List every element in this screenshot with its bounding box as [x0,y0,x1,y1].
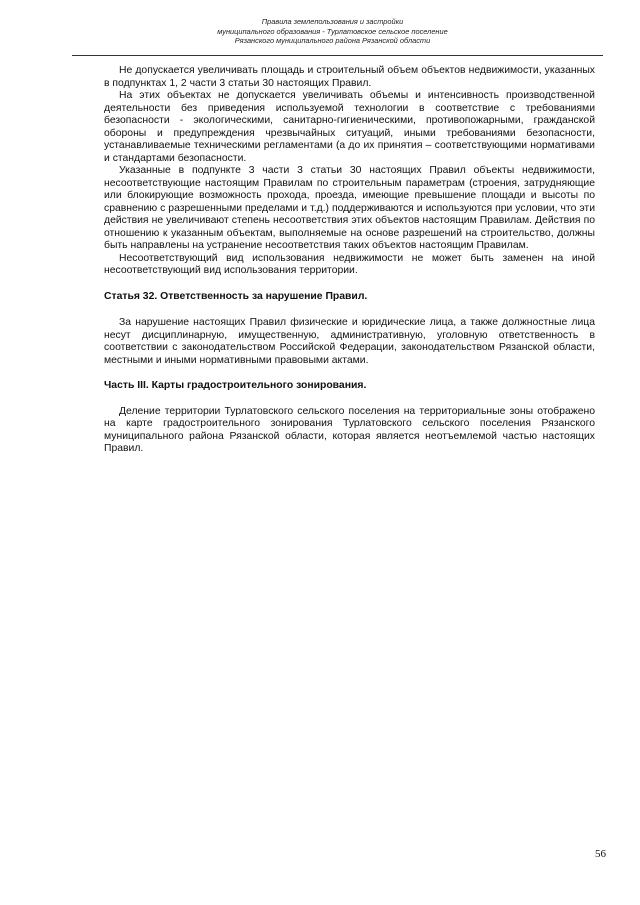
paragraph-2: На этих объектах не допускается увеличивать объемы и интенсивность производственной деятельности без приведения используемой технологии в соответствие с требованиями безопасности - экологическими, санитарно-гигиеническими, противопожарными, гражданской обороны и предупреждения чрезвычайных ситуаций, иными требованиями безопасности, устанавливаемые техническими регламентами (а до их принятия – соответствующими нормативами и стандартами безопасности. [104,90,595,164]
article-32-heading: Статья 32. Ответственность за нарушение Правил. [104,290,368,302]
paragraph-6: Деление территории Турлатовского сельского поселения на территориальные зоны отображено на карте градостроительного зонирования Турлатовского сельского поселения Рязанского муниципального района Рязанской области, которая является неотъемлемой частью настоящих Правил. [104,405,595,454]
paragraph-5: За нарушение настоящих Правил физические и юридические лица, а также должностные лица несут дисциплинарную, имущественную, административную, уголовную ответственность в соответствии с законодательством Российской Федерации, законодательством Рязанской области, местными и иными нормативными правовыми актами. [104,317,595,366]
part-3-heading: Часть III. Карты градостроительного зонирования. [104,380,367,391]
header-divider [72,55,603,56]
page-number: 56 [595,848,606,860]
document-body [104,65,595,456]
page-header [60,17,605,46]
paragraph-4: Несоответствующий вид использования недвижимости не может быть заменен на иной несоответствующий вид использования территории. [104,252,595,276]
header-line-1: Правила землепользования и застройки [261,17,404,26]
paragraph-1: Не допускается увеличивать площадь и строительный объем объектов недвижимости, указанных в подпунктах 1, 2 части 3 статьи 30 настоящих Правил. [104,65,595,89]
header-line-3: Рязанского муниципального района Рязанской области [234,36,431,46]
paragraph-3: Указанные в подпункте 3 части 3 статьи 30 настоящих Правил объекты недвижимости, несоответствующие настоящим Правилам по строительным параметрам (строения, затрудняющие или блокирующие возможность прохода, проезда, имеющие превышение площади и высоты по сравнению с разрешенными пределами и т.д.) поддерживаются и используются при условии, что эти действия не увеличивают степень несоответствия этих объектов настоящим Правилам. Действия по отношению к указанным объектам, выполняемые на основе разрешений на строительство, должны быть направлены на устранение несоответствия таких объектов настоящим Правилам. [104,165,595,251]
header-line-2: муниципального образования - Турлатовское сельское поселение [217,26,448,36]
